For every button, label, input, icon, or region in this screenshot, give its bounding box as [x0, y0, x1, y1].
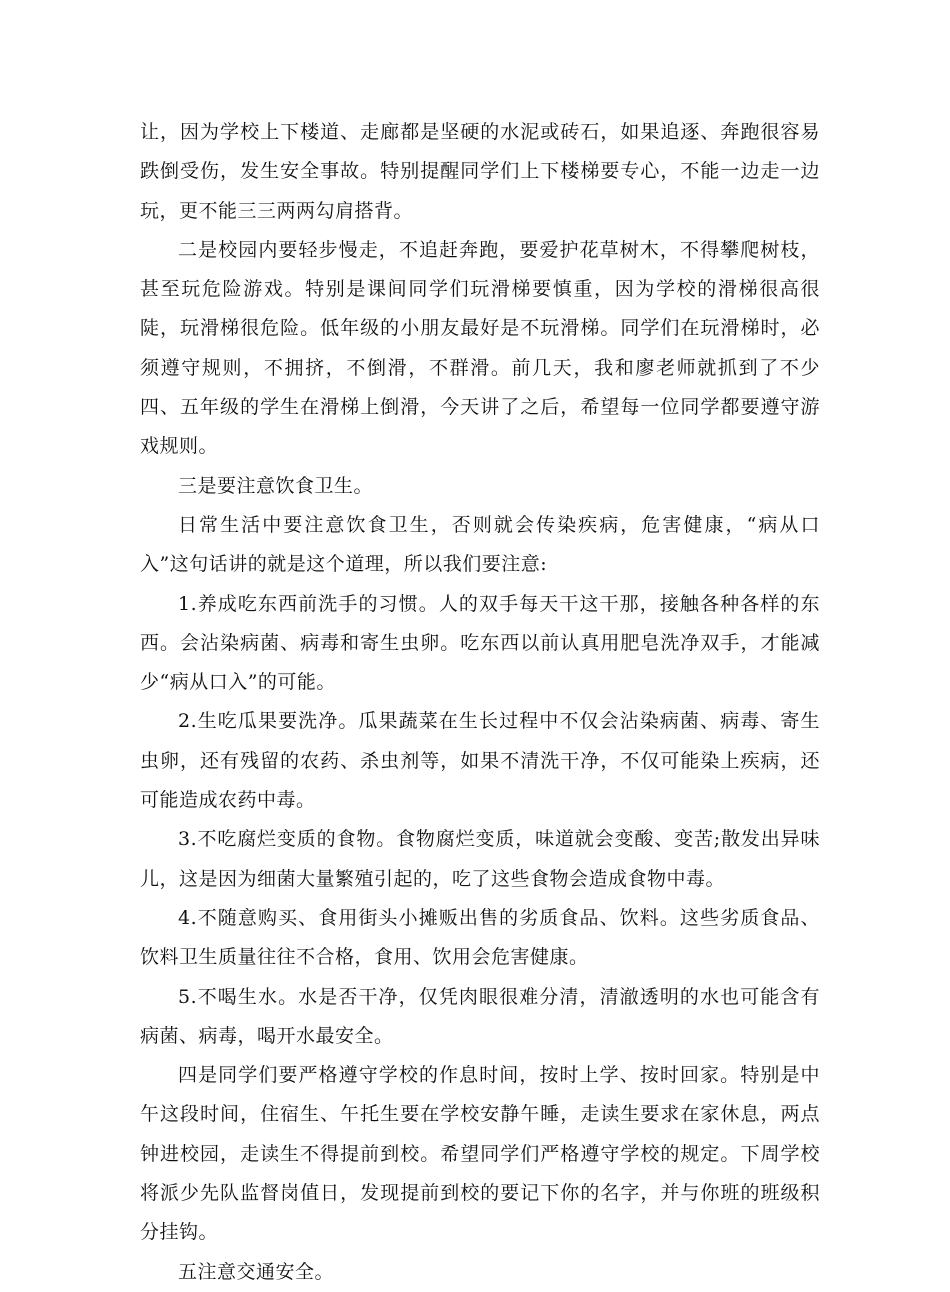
list-item-5: 5.不喝生水。水是否干净，仅凭肉眼很难分清，清澈透明的水也可能含有病菌、病毒，喝开水最安全。 — [140, 985, 820, 1047]
document-body — [140, 113, 820, 1292]
list-item-2: 2.生吃瓜果要洗净。瓜果蔬菜在生长过程中不仅会沾染病菌、病毒、寄生虫卵，还有残留的农药、杀虫剂等，如果不清洗干净，不仅可能染上疾病，还可能造成农药中毒。 — [140, 710, 820, 812]
paragraph-5: 四是同学们要严格遵守学校的作息时间，按时上学、按时回家。特别是中午这段时间，住宿生、午托生要在学校安静午睡，走读生要求在家休息，两点钟进校园，走读生不得提前到校。希望同学们严格遵守学校的规定。下周学校将派少先队监督岗值日，发现提前到校的要记下你的名字，并与你班的班级积分挂钩。 — [140, 1064, 820, 1244]
paragraph-2: 二是校园内要轻步慢走，不追赶奔跑，要爱护花草树木，不得攀爬树枝，甚至玩危险游戏。特别是课间同学们玩滑梯要慎重，因为学校的滑梯很高很陡，玩滑梯很危险。低年级的小朋友最好是不玩滑梯。同学们在玩滑梯时，必须遵守规则，不拥挤，不倒滑，不群滑。前几天，我和廖老师就抓到了不少四、五年级的学生在滑梯上倒滑，今天讲了之后，希望每一位同学都要遵守游戏规则。 — [140, 238, 820, 458]
paragraph-3: 三是要注意饮食卫生。 — [178, 474, 374, 497]
paragraph-4: 日常生活中要注意饮食卫生，否则就会传染疾病，危害健康，“病从口入”这句话讲的就是这个道理，所以我们要注意: — [140, 513, 820, 576]
paragraph-1: 让，因为学校上下楼道、走廊都是坚硬的水泥或砖石，如果追逐、奔跑很容易跌倒受伤，发生安全事故。特别提醒同学们上下楼梯要专心，不能一边走一边玩，更不能三三两两勾肩搭背。 — [140, 121, 820, 222]
list-item-4: 4.不随意购买、食用街头小摊贩出售的劣质食品、饮料。这些劣质食品、饮料卫生质量往往不合格，食用、饮用会危害健康。 — [140, 906, 820, 969]
list-item-3: 3.不吃腐烂变质的食物。食物腐烂变质，味道就会变酸、变苦;散发出异味儿，这是因为细菌大量繁殖引起的，吃了这些食物会造成食物中毒。 — [140, 828, 820, 890]
paragraph-6: 五注意交通安全。 — [178, 1260, 335, 1283]
list-item-1: 1.养成吃东西前洗手的习惯。人的双手每天干这干那，接触各种各样的东西。会沾染病菌、病毒和寄生虫卵。吃东西以前认真用肥皂洗净双手，才能减少“病从口入”的可能。 — [140, 592, 820, 694]
